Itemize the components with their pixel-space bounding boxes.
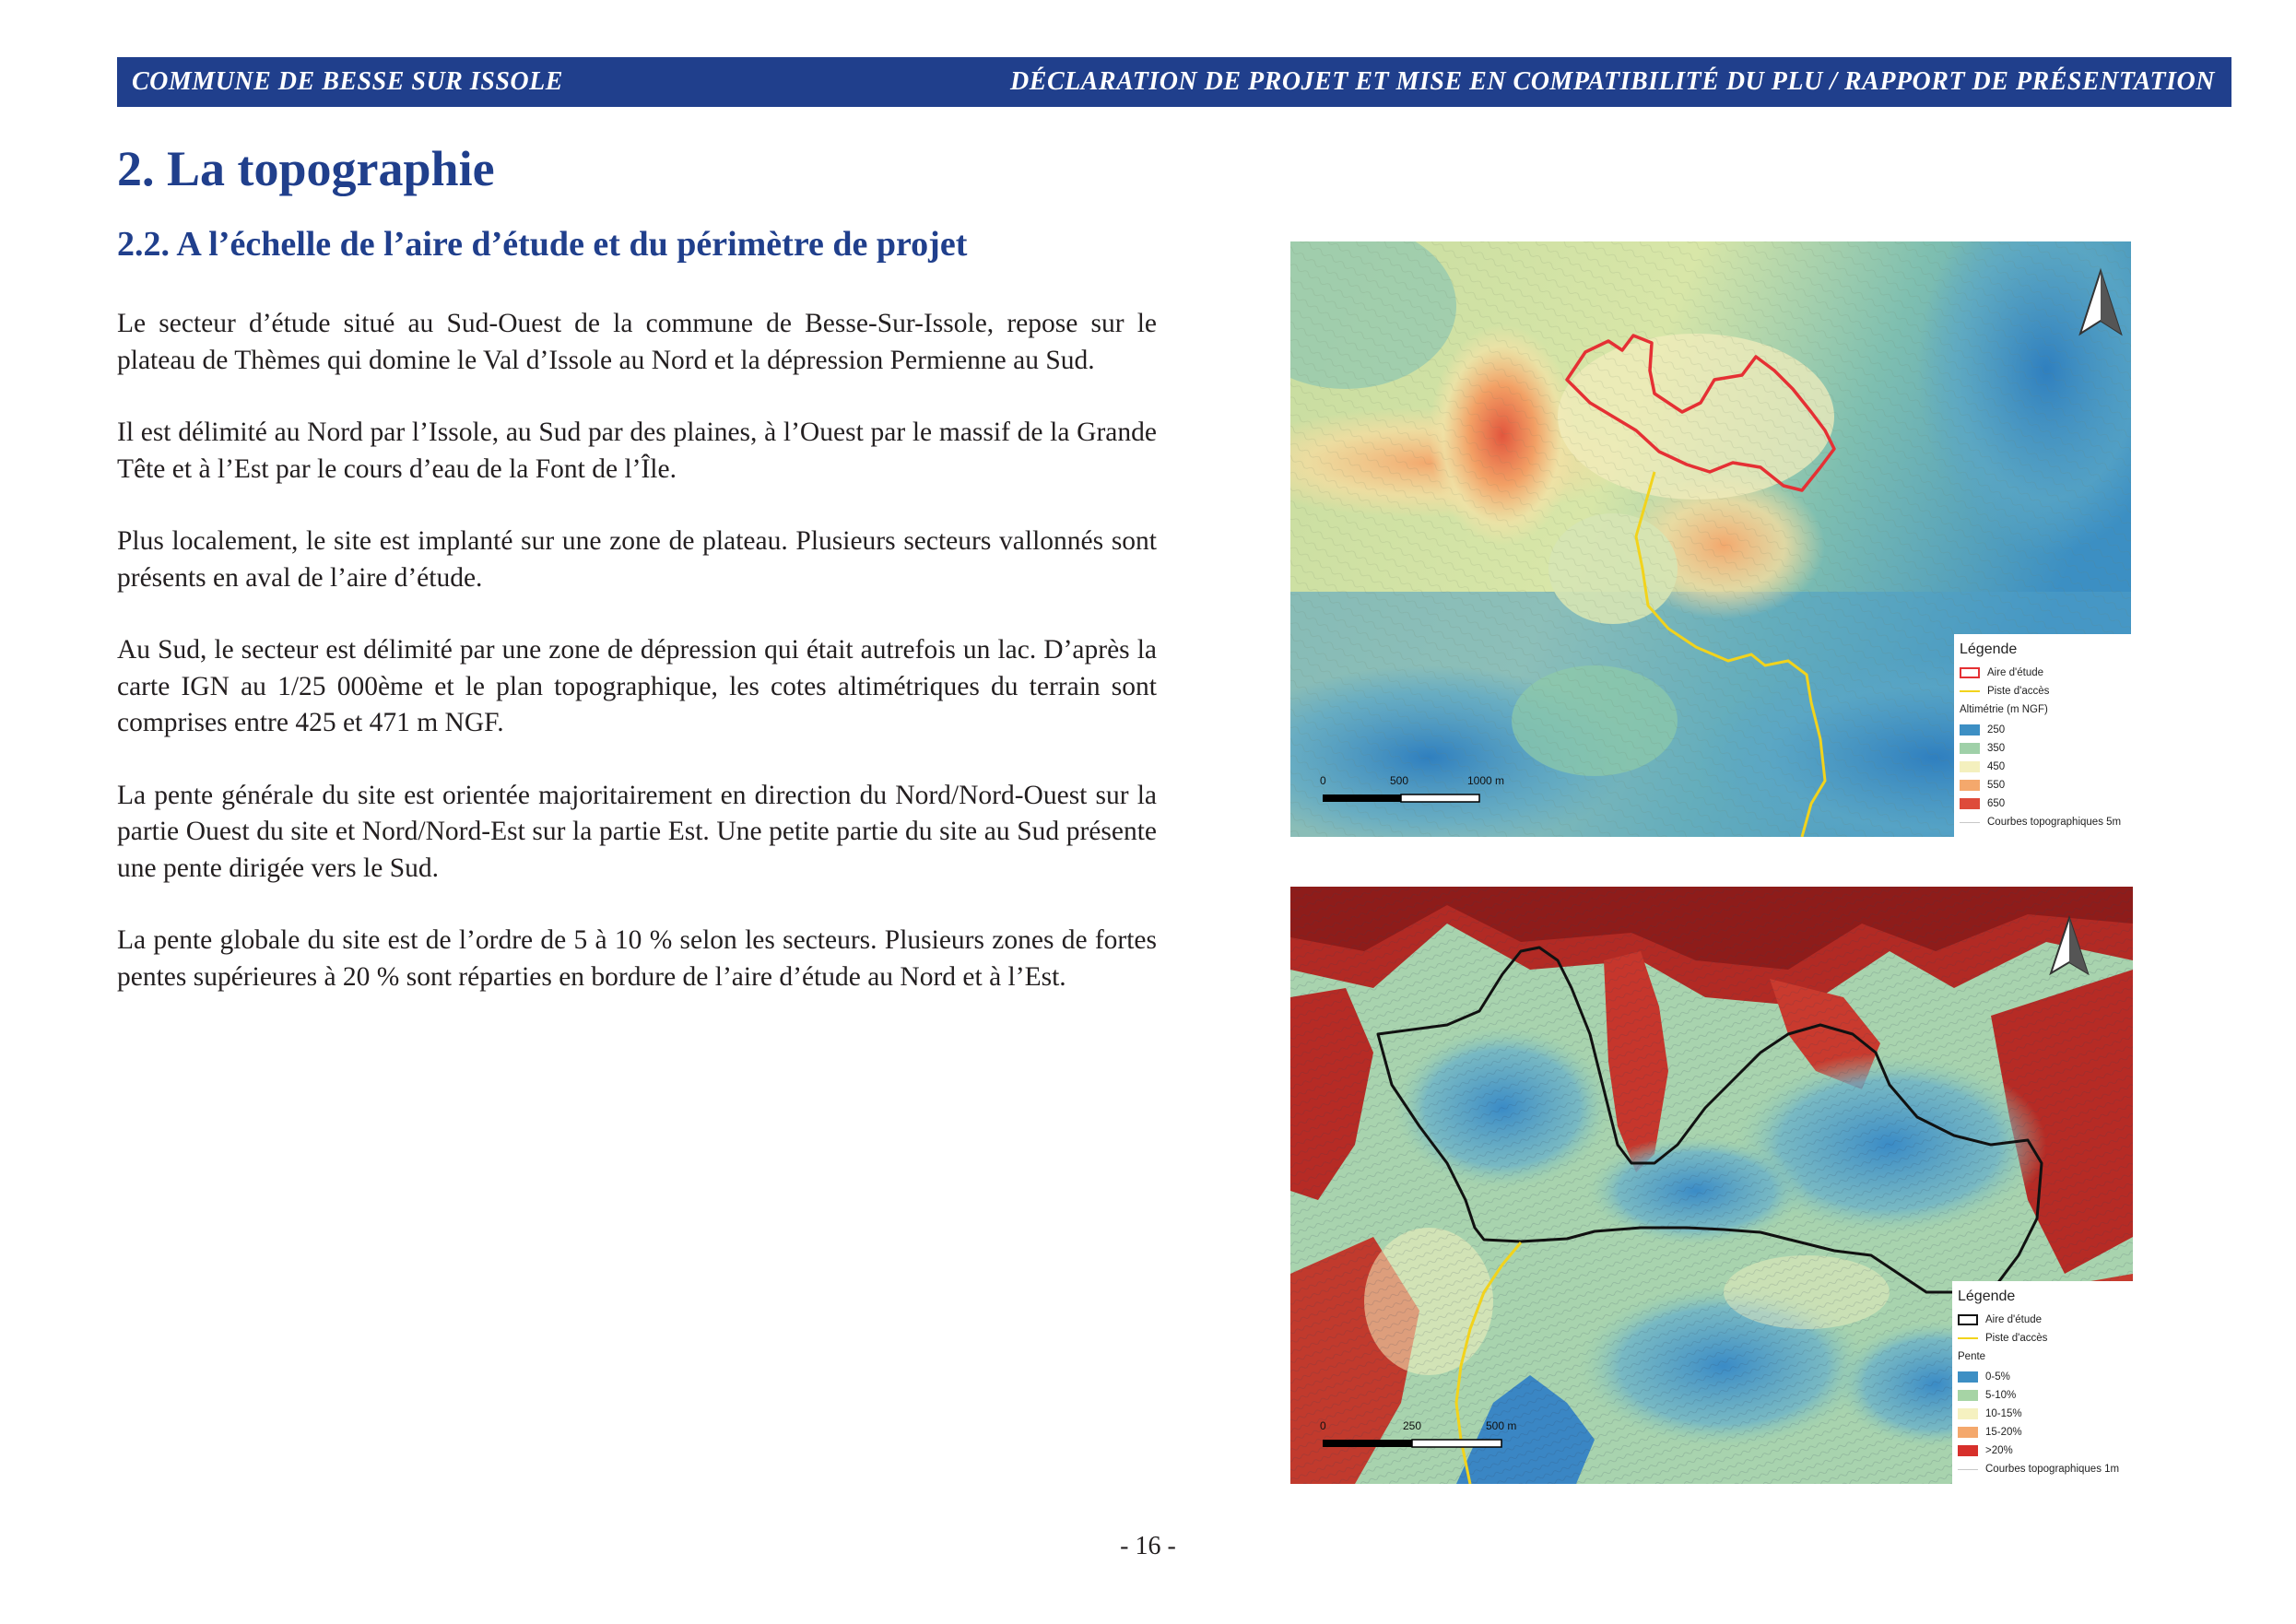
- paragraph: Au Sud, le secteur est délimité par une zone de dépression qui était autrefois un lac. D’après la carte IGN au 1/25 000ème et le plan topographique, les cotes altimétriques du terrain sont comprises entre 425 et 471 m NGF.: [117, 635, 1157, 737]
- legend-class: 0-5%: [1958, 1368, 2125, 1386]
- page-number: - 16 -: [1120, 1532, 1176, 1560]
- legend-class: 5-10%: [1958, 1386, 2125, 1405]
- legend-item-piste: Piste d'accès: [1958, 1329, 2125, 1347]
- section-title: 2. La topographie: [117, 141, 495, 196]
- slope-legend: [1952, 1281, 2133, 1484]
- paragraph: Le secteur d’étude situé au Sud-Ouest de la commune de Besse-Sur-Issole, repose sur le plateau de Thèmes qui domine le Val d’Issole au Nord et la dépression Permienne au Sud.: [117, 309, 1157, 375]
- altimetry-map: [1290, 241, 2131, 837]
- paragraph: La pente globale du site est de l’ordre de 5 à 10 % selon les secteurs. Plusieurs zones de fortes pentes supérieures à 20 % sont réparties en bordure de l’aire d’étude au Nord et à l’Est.: [117, 925, 1157, 992]
- legend-class: 15-20%: [1958, 1423, 2125, 1442]
- legend-item-aire: Aire d'étude: [1960, 664, 2124, 682]
- legend-class: 350: [1960, 739, 2124, 758]
- scale-bar: [1323, 794, 1479, 802]
- legend-class: 250: [1960, 721, 2124, 739]
- altimetry-legend: [1954, 634, 2131, 837]
- slope-map: [1290, 887, 2133, 1484]
- legend-item-contours: Courbes topographiques 5m: [1960, 813, 2124, 831]
- legend-class: 450: [1960, 758, 2124, 776]
- scale-label-0: 0: [1320, 774, 1326, 787]
- scale-label-mid: 250: [1403, 1419, 1422, 1432]
- header-commune: COMMUNE DE BESSE SUR ISSOLE: [132, 67, 563, 96]
- paragraph: Plus localement, le site est implanté sur une zone de plateau. Plusieurs secteurs vallonnés sont présents en aval de l’aire d’étude.: [117, 526, 1157, 593]
- legend-title: Légende: [1958, 1289, 2016, 1304]
- legend-class: 550: [1960, 776, 2124, 794]
- legend-section: Pente: [1958, 1351, 1986, 1362]
- scale-label-0: 0: [1320, 1419, 1326, 1432]
- legend-class: 10-15%: [1958, 1405, 2125, 1423]
- legend-class: 650: [1960, 794, 2124, 813]
- paragraph: La pente générale du site est orientée majoritairement en direction du Nord/Nord-Ouest sur la partie Ouest du site et Nord/Nord-Est sur la partie Est. Une petite partie du site au Sud présente une pente dirigée vers le Sud.: [117, 780, 1157, 883]
- scale-label-mid: 500: [1390, 774, 1409, 787]
- scale-label-max: 500 m: [1486, 1419, 1517, 1432]
- legend-class: >20%: [1958, 1442, 2125, 1460]
- scale-label-max: 1000 m: [1467, 774, 1505, 787]
- legend-section: Altimétrie (m NGF): [1960, 704, 2048, 715]
- legend-item-piste: Piste d'accès: [1960, 682, 2124, 700]
- subsection-title: 2.2. A l’échelle de l’aire d’étude et du périmètre de projet: [117, 225, 968, 264]
- body-text: [117, 306, 1157, 1031]
- legend-title: Légende: [1960, 641, 2018, 657]
- legend-item-contours: Courbes topographiques 1m: [1958, 1460, 2125, 1478]
- paragraph: Il est délimité au Nord par l’Issole, au Sud par des plaines, à l’Ouest par le massif de la Grande Tête et à l’Est par le cours d’eau de la Font de l’Île.: [117, 418, 1157, 484]
- page-header: [117, 57, 2231, 107]
- legend-item-aire: Aire d'étude: [1958, 1311, 2125, 1329]
- scale-bar: [1323, 1440, 1501, 1447]
- header-report-title: DÉCLARATION DE PROJET ET MISE EN COMPATIBILITÉ DU PLU / RAPPORT DE PRÉSENTATION: [1010, 67, 2215, 96]
